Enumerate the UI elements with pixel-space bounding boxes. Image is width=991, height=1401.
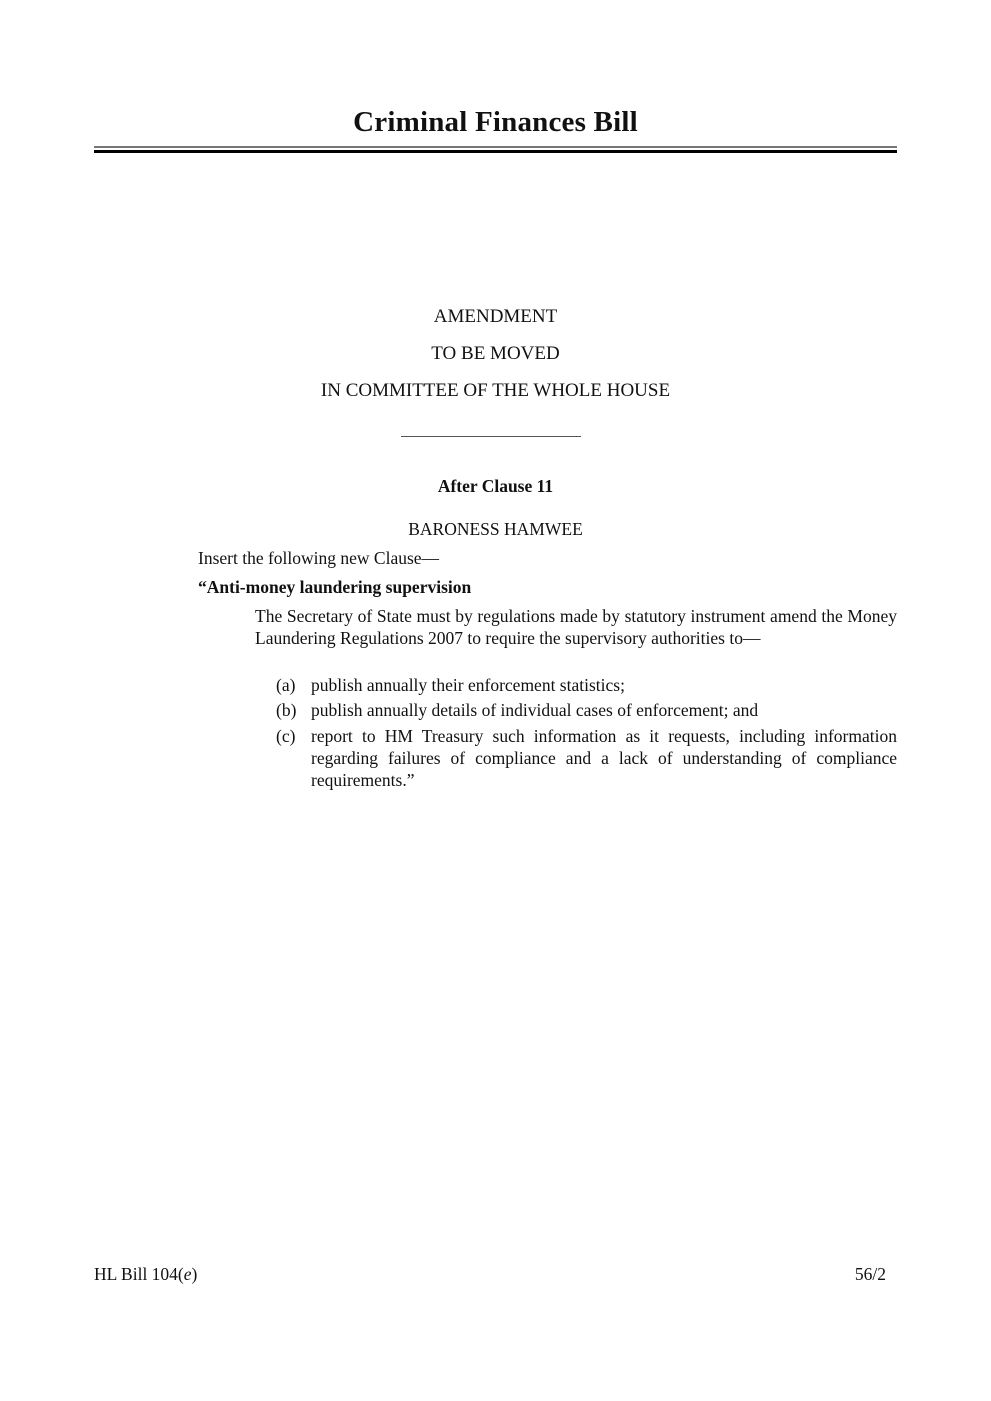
item-text: publish annually details of individual cases of enforcement; and [311,700,759,720]
title-rule-thick [94,150,897,153]
clause-position: After Clause 11 [437,476,554,496]
list-item-c [276,725,897,791]
page-reference: 56/2 [854,1264,886,1284]
clause-body: The Secretary of State must by regulations made by statutory instrument amend the Money Laundering Regulations 2007 to require the supervisory authorities to— [255,606,897,648]
mover-name: BARONESS HAMWEE [408,519,583,539]
item-text: publish annually their enforcement statistics; [311,675,625,695]
bill-reference: HL Bill 104(e) [94,1264,198,1284]
list-item-a [276,674,897,696]
item-label: (b) [276,700,297,720]
item-text: report to HM Treasury such information as it requests, including information regarding failures of compliance and a lack of understanding of compliance requirements.” [311,726,897,790]
heading-committee: IN COMMITTEE OF THE WHOLE HOUSE [320,380,671,401]
insert-instruction: Insert the following new Clause— [198,548,440,568]
new-clause-heading: “Anti-money laundering supervision [198,577,472,597]
section-divider [401,436,581,437]
bill-title: Criminal Finances Bill [353,106,638,138]
heading-amendment: AMENDMENT [433,306,558,327]
item-label: (a) [276,675,296,695]
heading-to-be-moved: TO BE MOVED [431,343,560,364]
item-label: (c) [276,726,296,746]
title-rule-thin [94,146,897,148]
list-item-b [276,699,897,721]
